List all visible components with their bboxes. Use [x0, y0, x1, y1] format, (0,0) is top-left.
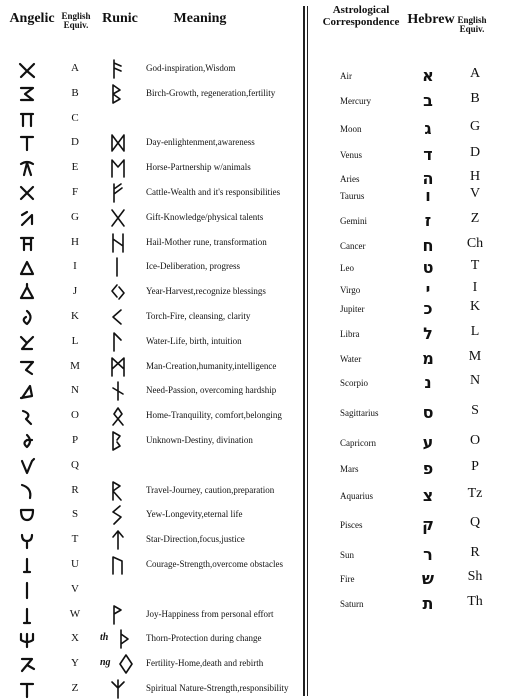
english-letter: X — [71, 632, 79, 645]
english-equivalent: Sh — [467, 569, 483, 584]
astrological-sign: Air — [340, 71, 352, 81]
angelic-glyph-icon — [18, 680, 36, 699]
astrological-sign: Fire — [340, 574, 355, 584]
english-letter: Z — [71, 682, 79, 694]
rune-ingwaz-icon — [118, 654, 134, 674]
astrological-sign: Leo — [340, 263, 354, 273]
english-letter: K — [71, 310, 79, 322]
column-divider-right — [307, 6, 308, 696]
hebrew-letter: ר — [423, 545, 433, 564]
rune-dagaz-icon — [110, 133, 126, 153]
rune-meaning: Gift-Knowledge/physical talents — [146, 211, 264, 222]
english-equivalent: L — [470, 324, 480, 339]
english-letter: F — [71, 186, 79, 198]
header-hebrew: Hebrew — [407, 12, 455, 27]
rune-nauthiz-icon — [110, 381, 126, 401]
rune-meaning: Fertility-Home,death and rebirth — [146, 658, 264, 669]
astrological-sign: Aries — [340, 174, 360, 184]
english-letter: U — [71, 558, 79, 570]
astrological-sign: Sagittarius — [340, 408, 379, 418]
hebrew-letter: ז — [424, 211, 432, 230]
rune-hagalaz-icon — [110, 233, 126, 253]
angelic-glyph-icon — [18, 581, 36, 600]
rune-jera-icon — [110, 282, 126, 302]
rune-meaning: Ice-Deliberation, progress — [146, 261, 240, 272]
angelic-glyph-icon — [18, 432, 36, 451]
header-meaning: Meaning — [173, 11, 227, 26]
hebrew-letter: ו — [425, 186, 431, 205]
english-equivalent: R — [470, 545, 480, 560]
rune-ehwaz-icon — [110, 158, 126, 178]
rune-meaning: God-inspiration,Wisdom — [146, 63, 236, 73]
angelic-glyph-icon — [18, 184, 36, 203]
angelic-glyph-icon — [18, 556, 36, 575]
angelic-glyph-icon — [18, 159, 36, 178]
english-equivalent: M — [468, 349, 482, 364]
rune-meaning: Cattle-Wealth and it's responsibilities — [146, 187, 281, 197]
astrological-sign: Pisces — [340, 520, 363, 530]
english-letter: E — [71, 161, 79, 174]
rune-meaning: Hail-Mother rune, transformation — [146, 236, 267, 247]
english-equivalent: I — [472, 280, 478, 295]
rune-meaning: Travel-Journey, caution,preparation — [146, 484, 275, 495]
rune-othala-icon — [110, 406, 126, 426]
rune-sowilo-icon — [110, 505, 126, 525]
rune-meaning: Star-Direction,focus,justice — [146, 534, 245, 545]
angelic-glyph-icon — [18, 283, 36, 302]
english-equivalent: B — [470, 91, 480, 106]
hebrew-letter: ה — [422, 169, 434, 188]
hebrew-letter: ע — [422, 433, 434, 452]
rune-meaning: Day-enlightenment,awareness — [146, 137, 255, 148]
hebrew-letter: ק — [422, 515, 434, 534]
english-letter: H — [71, 235, 79, 248]
angelic-glyph-icon — [18, 457, 36, 476]
astrological-sign: Saturn — [340, 599, 364, 609]
hebrew-letter: ל — [423, 324, 433, 343]
hebrew-letter: ס — [422, 403, 434, 422]
english-letter: M — [70, 359, 80, 372]
english-equivalent: Z — [470, 211, 480, 226]
english-equivalent: Th — [467, 594, 483, 609]
rune-tiwaz-icon — [110, 530, 126, 550]
hebrew-letter: כ — [423, 299, 433, 318]
header-english-equiv-right: English Equiv. — [457, 15, 487, 35]
english-equivalent: Tz — [467, 486, 483, 501]
hebrew-letter: ש — [421, 569, 435, 588]
rune-ansuz-icon — [110, 59, 126, 79]
column-divider-left — [303, 6, 305, 696]
angelic-glyph-icon — [18, 630, 36, 649]
english-letter: T — [71, 533, 79, 546]
angelic-glyph-icon — [18, 209, 36, 228]
rune-meaning: Thorn-Protection during change — [146, 633, 262, 644]
angelic-glyph-icon — [18, 482, 36, 501]
english-letter: P — [71, 434, 79, 446]
english-letter: Y — [71, 657, 79, 670]
rune-transliteration: th — [100, 632, 109, 644]
rune-meaning: Horse-Partnership w/animals — [146, 162, 251, 173]
english-equivalent: P — [471, 459, 479, 474]
hebrew-letter: מ — [422, 349, 434, 368]
angelic-glyph-icon — [18, 358, 36, 377]
english-equivalent: H — [469, 169, 481, 184]
english-equivalent: G — [469, 119, 481, 134]
astrological-sign: Gemini — [340, 216, 367, 226]
rune-meaning: Torch-Fire, cleansing, clarity — [146, 311, 251, 321]
english-letter: Q — [71, 458, 79, 471]
english-letter: C — [71, 111, 79, 124]
rune-meaning: Water-Life, birth, intuition — [146, 335, 242, 346]
english-letter: J — [72, 285, 78, 298]
rune-wunjo-icon — [110, 605, 126, 625]
english-letter: O — [71, 409, 79, 422]
rune-kenaz-icon — [110, 307, 126, 327]
astrological-sign: Aquarius — [340, 491, 373, 501]
rune-laguz-icon — [110, 332, 126, 352]
english-equivalent: K — [469, 299, 481, 314]
astrological-sign: Mercury — [340, 96, 371, 106]
hebrew-letter: ח — [422, 236, 434, 255]
astrological-sign: Cancer — [340, 241, 366, 251]
english-equivalent: A — [469, 66, 481, 81]
header-runic: Runic — [102, 11, 138, 26]
rune-algiz-icon — [110, 679, 126, 699]
english-equivalent: S — [471, 403, 479, 418]
angelic-glyph-icon — [18, 308, 36, 327]
rune-mannaz-icon — [110, 357, 126, 377]
angelic-glyph-icon — [18, 531, 36, 550]
astrological-sign: Sun — [340, 550, 355, 560]
angelic-glyph-icon — [18, 506, 36, 525]
hebrew-letter: ט — [422, 258, 434, 277]
astrological-sign: Virgo — [340, 285, 361, 295]
rune-uruz-icon — [110, 555, 126, 575]
english-equivalent: Ch — [466, 236, 484, 251]
rune-meaning: Yew-Longevity,eternal life — [146, 509, 243, 520]
astrological-sign: Moon — [340, 124, 362, 134]
astrological-sign: Jupiter — [340, 304, 365, 314]
angelic-glyph-icon — [18, 407, 36, 426]
header-english-equiv-left: English Equiv. — [61, 11, 91, 31]
angelic-glyph-icon — [18, 382, 36, 401]
english-letter: N — [71, 384, 79, 397]
rune-meaning: Man-Creation,humanity,intelligence — [146, 360, 277, 371]
english-letter: G — [71, 210, 79, 223]
english-equivalent: Q — [469, 515, 481, 530]
rune-meaning: Year-Harvest,recognize blessings — [146, 286, 266, 297]
english-equivalent: O — [469, 433, 481, 448]
rune-meaning: Unknown-Destiny, divination — [146, 435, 253, 445]
hebrew-letter: א — [422, 66, 434, 85]
english-letter: V — [71, 582, 79, 595]
angelic-glyph-icon — [18, 655, 36, 674]
hebrew-letter: ד — [423, 145, 433, 164]
rune-fehu-icon — [110, 183, 126, 203]
rune-transliteration: ng — [100, 657, 111, 669]
english-letter: A — [71, 62, 79, 74]
astrological-sign: Water — [340, 354, 362, 364]
astrological-sign: Mars — [340, 464, 359, 474]
hebrew-letter: פ — [422, 459, 434, 478]
english-equivalent: N — [469, 373, 481, 388]
astrological-sign: Venus — [340, 150, 362, 160]
english-letter: R — [71, 483, 79, 496]
angelic-glyph-icon — [18, 333, 36, 352]
hebrew-letter: ב — [423, 91, 433, 110]
hebrew-letter: צ — [422, 486, 434, 505]
header-angelic: Angelic — [9, 11, 55, 26]
rune-meaning: Home-Tranquility, comfort,belonging — [146, 410, 282, 421]
angelic-glyph-icon — [18, 234, 36, 253]
rune-meaning: Birch-Growth, regeneration,fertility — [146, 87, 276, 98]
english-letter: I — [73, 260, 77, 273]
english-equivalent: T — [470, 258, 480, 273]
rune-berkano-icon — [110, 84, 126, 104]
hebrew-letter: י — [425, 280, 431, 299]
angelic-glyph-icon — [18, 60, 36, 79]
astrological-sign: Capricorn — [340, 438, 376, 448]
astrological-sign: Libra — [340, 329, 360, 339]
rune-meaning: Need-Passion, overcoming hardship — [146, 385, 277, 396]
english-letter: D — [71, 136, 79, 149]
angelic-glyph-icon — [18, 134, 36, 153]
rune-meaning: Joy-Happiness from personal effort — [146, 608, 274, 619]
astrological-sign: Scorpio — [340, 378, 368, 388]
angelic-glyph-icon — [18, 110, 36, 129]
rune-raido-icon — [110, 481, 126, 501]
angelic-glyph-icon — [18, 606, 36, 625]
hebrew-letter: נ — [424, 373, 432, 392]
english-letter: W — [69, 607, 81, 620]
hebrew-letter: ת — [422, 594, 434, 613]
rune-gebo-icon — [110, 208, 126, 228]
rune-thurisaz-icon — [118, 629, 134, 649]
english-letter: B — [71, 86, 79, 99]
angelic-glyph-icon — [18, 85, 36, 104]
astrological-sign: Taurus — [340, 191, 365, 201]
english-letter: S — [71, 508, 79, 521]
angelic-glyph-icon — [18, 258, 36, 277]
rune-isa-icon — [110, 257, 126, 277]
english-equivalent: D — [469, 145, 481, 160]
header-astrological: Astrological Correspondence — [322, 4, 400, 28]
rune-perthro-icon — [110, 431, 126, 451]
rune-meaning: Courage-Strength,overcome obstacles — [146, 559, 283, 569]
english-letter: L — [71, 334, 79, 347]
rune-meaning: Spiritual Nature-Strength,responsibility — [146, 683, 289, 693]
hebrew-letter: ג — [424, 119, 432, 138]
english-equivalent: V — [469, 186, 481, 201]
